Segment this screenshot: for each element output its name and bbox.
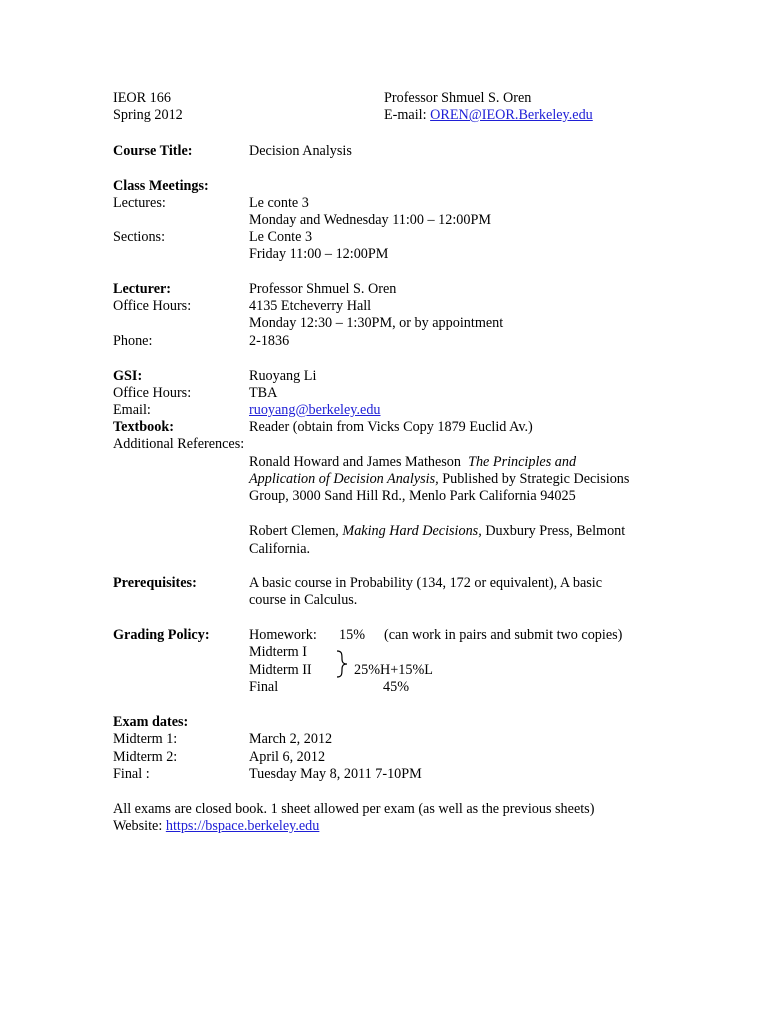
final-value: 45% xyxy=(383,679,410,695)
gsi-email-line xyxy=(249,402,381,419)
website-line xyxy=(113,818,319,835)
exam-midterm-1-label: Midterm 1: xyxy=(113,731,178,747)
professor-email-link[interactable]: OREN@IEOR.Berkeley.edu xyxy=(430,107,593,123)
course-title-label: Course Title: xyxy=(113,143,193,159)
prerequisites-line-2: course in Calculus. xyxy=(249,592,358,608)
lectures-time: Monday and Wednesday 11:00 – 12:00PM xyxy=(249,212,491,228)
reference-1-line-2: Application of Decision Analysis, Published by Strategic Decisions xyxy=(249,471,630,487)
exam-final-date: Tuesday May 8, 2011 7-10PM xyxy=(249,766,422,782)
right-brace-icon xyxy=(335,650,349,678)
midterm-2-label: Midterm II xyxy=(249,662,312,678)
homework-label: Homework: xyxy=(249,627,317,643)
email-label: E-mail: xyxy=(384,107,427,123)
exam-dates-label: Exam dates: xyxy=(113,714,189,730)
sections-label: Sections: xyxy=(113,229,166,245)
exam-midterm-1-date: March 2, 2012 xyxy=(249,731,333,747)
lecturer-name: Professor Shmuel S. Oren xyxy=(249,281,397,297)
gsi-office-hours-label: Office Hours: xyxy=(113,385,192,401)
lectures-room: Le conte 3 xyxy=(249,195,309,211)
midterm-1-label: Midterm I xyxy=(249,644,307,660)
reference-1-line-3: Group, 3000 Sand Hill Rd., Menlo Park California 94025 xyxy=(249,488,576,504)
textbook-value: Reader (obtain from Vicks Copy 1879 Euclid Av.) xyxy=(249,419,533,435)
phone-label: Phone: xyxy=(113,333,153,349)
exam-final-label: Final : xyxy=(113,766,150,782)
term: Spring 2012 xyxy=(113,107,183,123)
sections-room: Le Conte 3 xyxy=(249,229,313,245)
phone-value: 2-1836 xyxy=(249,333,290,349)
reference-1-line-1: Ronald Howard and James Matheson The Principles and xyxy=(249,454,577,470)
gsi-email-link[interactable]: ruoyang@berkeley.edu xyxy=(249,402,381,418)
website-label: Website: xyxy=(113,818,163,834)
gsi-name: Ruoyang Li xyxy=(249,368,317,384)
professor-name: Professor Shmuel S. Oren xyxy=(384,90,532,106)
professor-email-line xyxy=(384,107,593,124)
final-label: Final xyxy=(249,679,279,695)
lectures-label: Lectures: xyxy=(113,195,166,211)
exam-midterm-2-date: April 6, 2012 xyxy=(249,749,326,765)
reference-2-line-1: Robert Clemen, Making Hard Decisions, Duxbury Press, Belmont xyxy=(249,523,626,539)
midterm-value: 25%H+15%L xyxy=(354,662,433,678)
gsi-email-label: Email: xyxy=(113,402,151,418)
gsi-label: GSI: xyxy=(113,368,143,384)
lecturer-hours: Monday 12:30 – 1:30PM, or by appointment xyxy=(249,315,504,331)
homework-note: (can work in pairs and submit two copies) xyxy=(384,627,623,643)
reference-2-line-2: California. xyxy=(249,541,311,557)
prerequisites-label: Prerequisites: xyxy=(113,575,197,591)
lecturer-label: Lecturer: xyxy=(113,281,172,297)
exam-policy-note: All exams are closed book. 1 sheet allowed per exam (as well as the previous sheets) xyxy=(113,801,595,817)
textbook-label: Textbook: xyxy=(113,419,174,435)
sections-time: Friday 11:00 – 12:00PM xyxy=(249,246,389,262)
prerequisites-line-1: A basic course in Probability (134, 172 or equivalent), A basic xyxy=(249,575,603,591)
lecturer-office: 4135 Etcheverry Hall xyxy=(249,298,372,314)
gsi-office-hours: TBA xyxy=(249,385,278,401)
website-link[interactable]: https://bspace.berkeley.edu xyxy=(165,818,320,834)
homework-value: 15% xyxy=(339,627,366,643)
additional-references-label: Additional References: xyxy=(113,436,245,452)
lecturer-office-hours-label: Office Hours: xyxy=(113,298,192,314)
course-title-value: Decision Analysis xyxy=(249,143,352,159)
exam-midterm-2-label: Midterm 2: xyxy=(113,749,178,765)
class-meetings-label: Class Meetings: xyxy=(113,178,209,194)
course-code: IEOR 166 xyxy=(113,90,171,106)
grading-policy-label: Grading Policy: xyxy=(113,627,210,643)
